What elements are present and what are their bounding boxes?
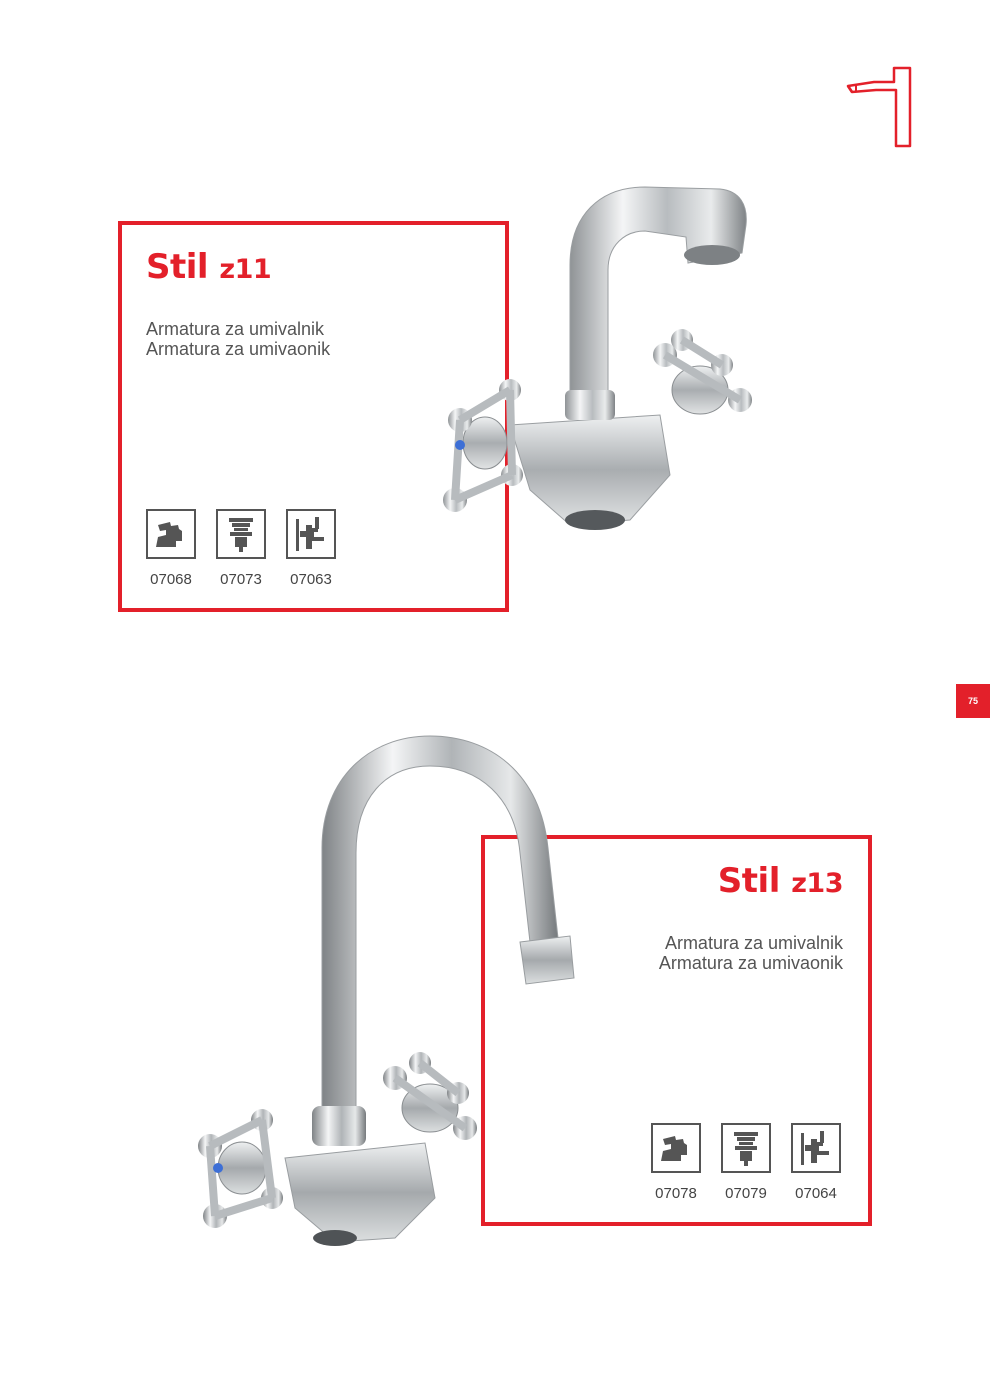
accessory-drain-box xyxy=(216,509,266,559)
accessory-code: 07063 xyxy=(290,571,332,588)
accessory-connector-box xyxy=(791,1123,841,1173)
product-image-z13 xyxy=(190,728,590,1258)
category-faucet-icon xyxy=(842,62,916,152)
product-desc-line2: Armatura za umivaonik xyxy=(146,339,331,359)
product-model: z11 xyxy=(219,254,272,285)
accessory-drain-box xyxy=(721,1123,771,1173)
wall-connector-icon xyxy=(288,511,334,557)
wall-connector-icon xyxy=(793,1125,839,1171)
product-title-z11 xyxy=(146,247,271,287)
accessory-code: 07064 xyxy=(795,1185,837,1202)
product-title-z13 xyxy=(718,861,843,901)
product-desc-line1: Armatura za umivalnik xyxy=(664,933,843,953)
drain-valve-icon xyxy=(218,511,264,557)
product-name: Stil xyxy=(717,861,780,901)
accessory-code: 07073 xyxy=(220,571,262,588)
product-name: Stil xyxy=(146,247,209,287)
product-desc-line1: Armatura za umivalnik xyxy=(146,319,325,339)
accessory-code: 07079 xyxy=(725,1185,767,1202)
faucet-icon xyxy=(653,1125,699,1171)
product-model: z13 xyxy=(791,868,843,899)
accessory-faucet-box xyxy=(651,1123,701,1173)
accessory-connector-box xyxy=(286,509,336,559)
drain-valve-icon xyxy=(723,1125,769,1171)
accessory-faucet-box xyxy=(146,509,196,559)
accessory-code: 07078 xyxy=(655,1185,697,1202)
accessory-code: 07068 xyxy=(150,571,192,588)
product-image-z11 xyxy=(430,175,770,545)
page-number: 75 xyxy=(956,684,990,718)
faucet-icon xyxy=(148,511,194,557)
product-desc-line2: Armatura za umivaonik xyxy=(658,953,843,973)
